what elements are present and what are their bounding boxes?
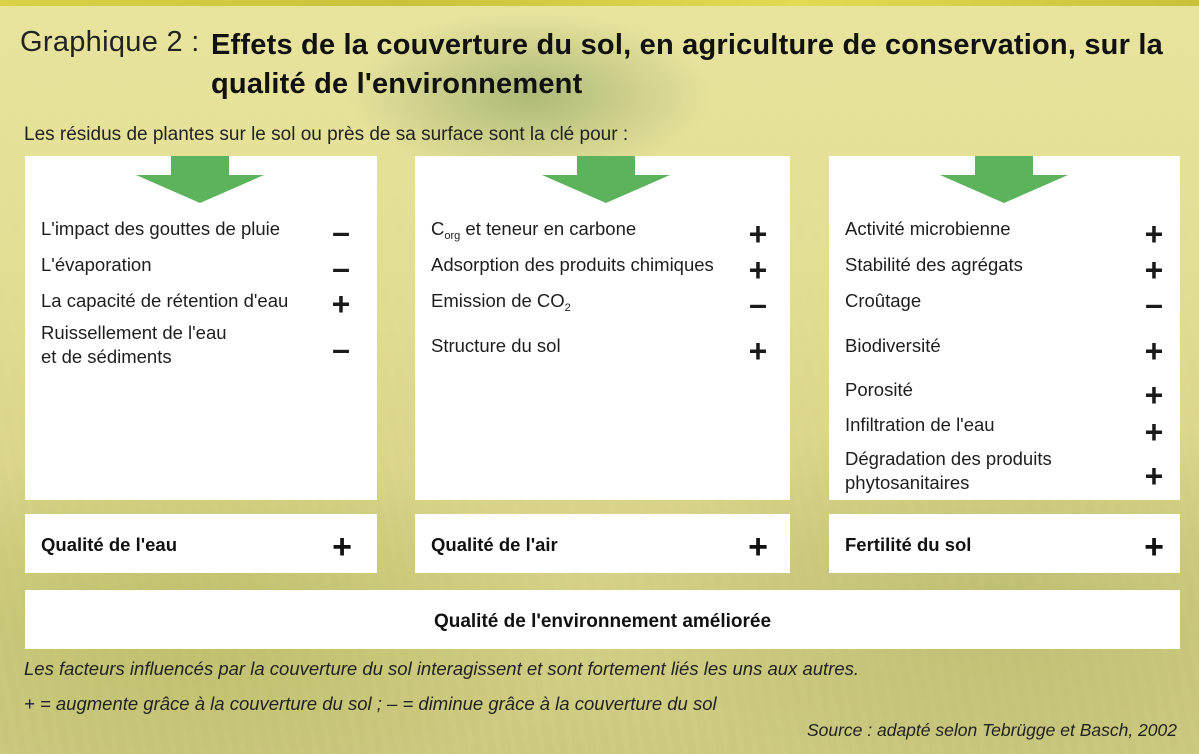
summary-label: Qualité de l'eau (41, 534, 177, 555)
factor-label: L'impact des gouttes de pluie (41, 218, 281, 239)
panel-soil-factors (829, 156, 1180, 500)
summary-air-quality (415, 514, 790, 573)
factor-label: Porosité (845, 379, 913, 400)
minus-sign: – (332, 331, 350, 367)
minus-sign: – (332, 250, 350, 286)
source-citation: Source : adapté selon Tebrügge et Basch, 2002 (806, 720, 1177, 740)
factor-label: L'évaporation (41, 254, 152, 275)
plus-sign: + (748, 528, 768, 566)
plus-sign: + (1144, 252, 1164, 288)
factor-label: Activité microbienne (845, 218, 1011, 239)
plus-sign: + (748, 216, 768, 252)
plus-sign: + (1144, 216, 1164, 252)
intro-text: Les résidus de plantes sur le sol ou près de sa surface sont la clé pour : (24, 124, 629, 145)
factor-label (41, 321, 227, 369)
interaction-note: Les facteurs influencés par la couverture du sol interagissent et sont fortement liés les uns aux autres. (24, 658, 860, 679)
summary-label: Fertilité du sol (845, 534, 972, 555)
plus-sign: + (748, 333, 768, 369)
factor-label: Croûtage (845, 290, 922, 311)
plus-sign: + (332, 528, 352, 566)
factor-label-line: phytosanitaires (845, 472, 970, 493)
top-color-band (0, 0, 1199, 6)
panel-air-factors (415, 156, 790, 500)
factor-label: Structure du sol (431, 335, 561, 356)
environment-quality-box (25, 590, 1180, 649)
factor-label: La capacité de rétention d'eau (41, 290, 289, 311)
plus-sign: + (1144, 458, 1164, 494)
plus-sign: + (1144, 377, 1164, 413)
factor-label (845, 447, 1052, 495)
legend-note: + = augmente grâce à la couverture du sol ; – = diminue grâce à la couverture du sol (24, 693, 717, 714)
plus-sign: + (1144, 528, 1164, 566)
factor-label-line: Ruissellement de l'eau (41, 322, 227, 343)
factor-label: Biodiversité (845, 335, 941, 356)
minus-sign: – (1145, 286, 1163, 322)
environment-quality-label: Qualité de l'environnement améliorée (433, 611, 772, 632)
factor-label-line: et de sédiments (41, 346, 172, 367)
plus-sign: + (1144, 333, 1164, 369)
plus-sign: + (331, 286, 351, 322)
factor-label: $C_{org}$ et teneur en carbone (431, 218, 637, 242)
factor-label-line: Dégradation des produits (845, 448, 1052, 469)
factor-label: Infiltration de l'eau (845, 414, 995, 435)
plus-sign: + (748, 252, 768, 288)
factor-label: Stabilité des agrégats (845, 254, 1023, 275)
page-title: Effets de la couverture du sol, en agriculture de conservation, sur la qualité de l'environnement (211, 29, 1163, 100)
minus-sign: – (749, 286, 767, 322)
factor-label: Emission de $CO_2$ (431, 290, 571, 314)
plus-sign: + (1144, 414, 1164, 450)
summary-water-quality (25, 514, 377, 573)
figure-label: Graphique 2 : (20, 26, 200, 58)
minus-sign: – (332, 214, 350, 250)
summary-soil-fertility (829, 514, 1180, 573)
panel-water-factors (25, 156, 377, 500)
summary-label: Qualité de l'air (431, 534, 558, 555)
factor-label: Adsorption des produits chimiques (431, 254, 714, 275)
